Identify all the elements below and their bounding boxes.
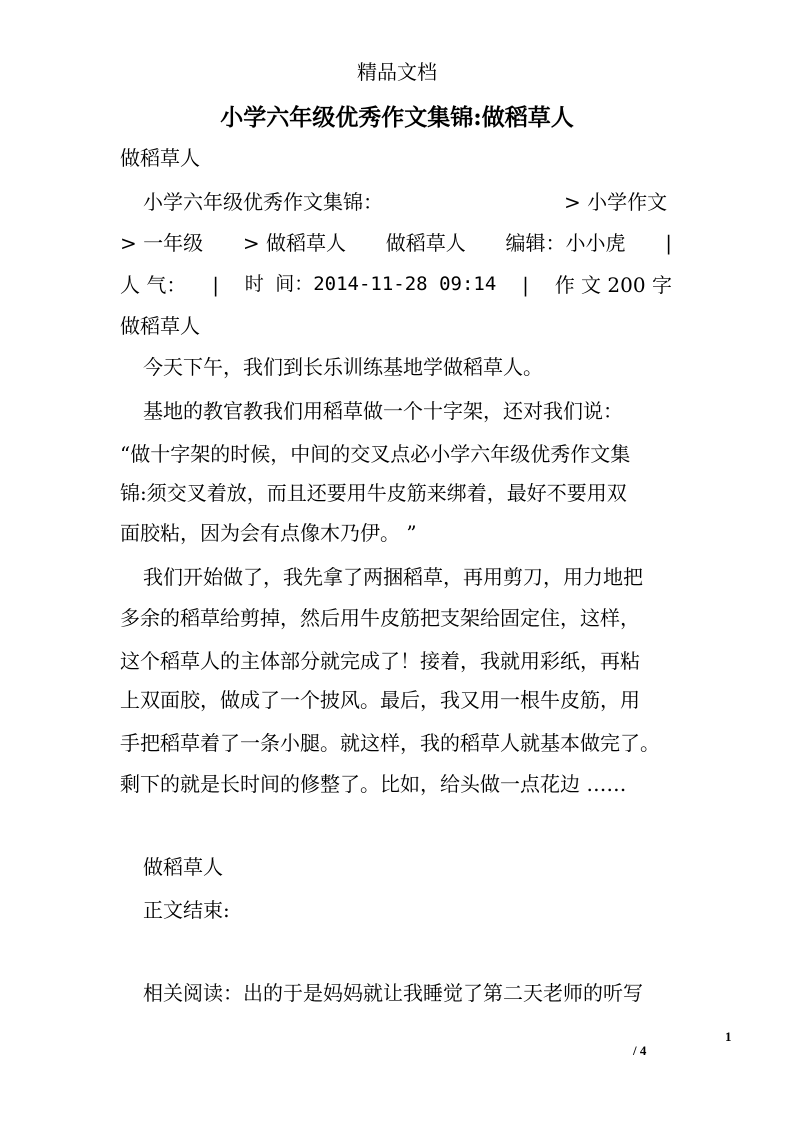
- separator: |: [212, 273, 219, 297]
- paragraph-3-line: 剩下的就是长时间的修整了。比如，给头做一点花边 ……: [120, 772, 627, 796]
- paragraph-3-line: 手把稻草着了一条小腿。就这样，我的稻草人就基本做完了。: [120, 731, 660, 755]
- paragraph-3-line: 多余的稻草给剪掉，然后用牛皮筋把支架给固定住，这样，: [120, 606, 640, 630]
- breadcrumb-primary-essay[interactable]: > 小学作文: [564, 190, 668, 214]
- word-count: 作 文 200 字: [554, 273, 672, 297]
- breadcrumb-scarecrow[interactable]: > 做稻草人: [242, 231, 346, 255]
- article-heading: 做稻草人: [120, 314, 200, 338]
- separator: |: [522, 273, 529, 297]
- end-of-text-label: 正文结束:: [143, 898, 230, 922]
- meta-collection-label: 小学六年级优秀作文集锦：: [143, 190, 383, 214]
- footer-title: 做稻草人: [143, 855, 223, 879]
- paragraph-3-line: 上双面胶，做成了一个披风。最后，我又用一根牛皮筋，用: [120, 688, 640, 712]
- editor-label: 编辑：小小虎: [505, 231, 626, 255]
- publish-time: 时 间：2014-11-28 09:14: [244, 273, 497, 295]
- page-number: 1: [725, 1029, 732, 1044]
- separator: |: [665, 231, 672, 255]
- paragraph-2-line: 面胶粘，因为会有点像木乃伊。 ”: [120, 521, 417, 545]
- paragraph-1: 今天下午，我们到长乐训练基地学做稻草人。: [143, 355, 543, 379]
- document-title: 小学六年级优秀作文集锦:做稻草人: [220, 104, 574, 131]
- paragraph-2-line: 基地的教官教我们用稻草做一个十字架，还对我们说：: [143, 399, 623, 423]
- paragraph-2-line: 锦:须交叉着放，而且还要用牛皮筋来绑着，最好不要用双: [120, 481, 627, 505]
- breadcrumb-scarecrow-current: 做稻草人: [385, 231, 466, 255]
- related-reading[interactable]: 相关阅读：出的于是妈妈就让我睡觉了第二天老师的听写: [143, 981, 643, 1005]
- paragraph-2-line: “做十字架的时候，中间的交叉点必小学六年级优秀作文集: [120, 442, 631, 466]
- meta-breadcrumb-row: [120, 233, 672, 253]
- breadcrumb-grade-one[interactable]: > 一年级: [120, 231, 204, 255]
- paragraph-3-line: 我们开始做了，我先拿了两捆稻草，再用剪刀，用力地把: [143, 565, 643, 589]
- page-total: / 4: [633, 1043, 647, 1058]
- meta-stats-row: [120, 275, 672, 295]
- subtitle: 做稻草人: [120, 146, 200, 170]
- popularity-label: 人 气：: [120, 273, 187, 297]
- page-header: 精品文档: [357, 60, 437, 84]
- paragraph-3-line: 这个稻草人的主体部分就完成了！接着，我就用彩纸，再粘: [120, 649, 640, 673]
